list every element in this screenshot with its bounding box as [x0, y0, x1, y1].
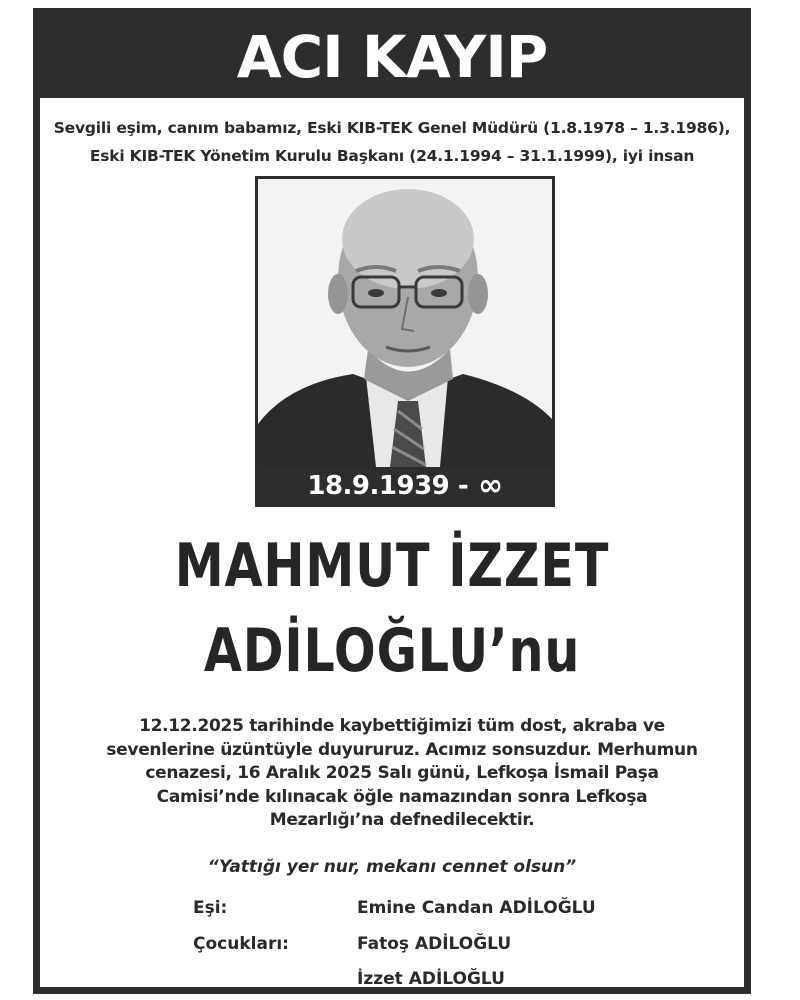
spouse-name: Emine Candan ADİLOĞLU [357, 898, 596, 918]
infinity-icon: ∞ [478, 467, 503, 503]
life-dates [258, 467, 552, 504]
child-name-1: Fatoş ADİLOĞLU [357, 934, 512, 954]
prayer-quote: “Yattığı yer nur, mekanı cennet olsun” [207, 857, 577, 877]
spouse-label: Eşi: [193, 898, 228, 918]
portrait-illustration [258, 179, 552, 467]
portrait-frame [255, 176, 555, 507]
children-label: Çocukları: [193, 934, 289, 954]
announcement-text: 12.12.2025 tarihinde kaybettiğimizi tüm dost, akraba ve sevenlerine üzüntüyle duyururuz. Acımız sonsuzdur. Merhumun cenazesi, 16 Aralık 2025 Salı günü, Lefkoşa İsmail Paşa Camisi’nde kılınacak öğle namazından sonra Lefkoşa Mezarlığı’na defnedilecektir. [106, 716, 698, 830]
portrait-photo [258, 179, 552, 467]
obituary-frame [33, 8, 751, 994]
child-name-2: İzzet ADİLOĞLU [357, 969, 505, 989]
header-banner [40, 15, 744, 98]
header-title: ACI KAYIP [236, 22, 548, 91]
intro-line-1: Sevgili eşim, canım babamız, Eski KIB-TEK Genel Müdürü (1.8.1978 – 1.3.1986), [53, 119, 731, 137]
deceased-name-line-2: ADİLOĞLU’nu [203, 616, 581, 686]
intro-line-2: Eski KIB-TEK Yönetim Kurulu Başkanı (24.1.1994 – 31.1.1999), iyi insan [89, 147, 695, 165]
deceased-name-line-1: MAHMUT İZZET [174, 531, 610, 601]
birth-date: 18.9.1939 - [307, 470, 469, 501]
